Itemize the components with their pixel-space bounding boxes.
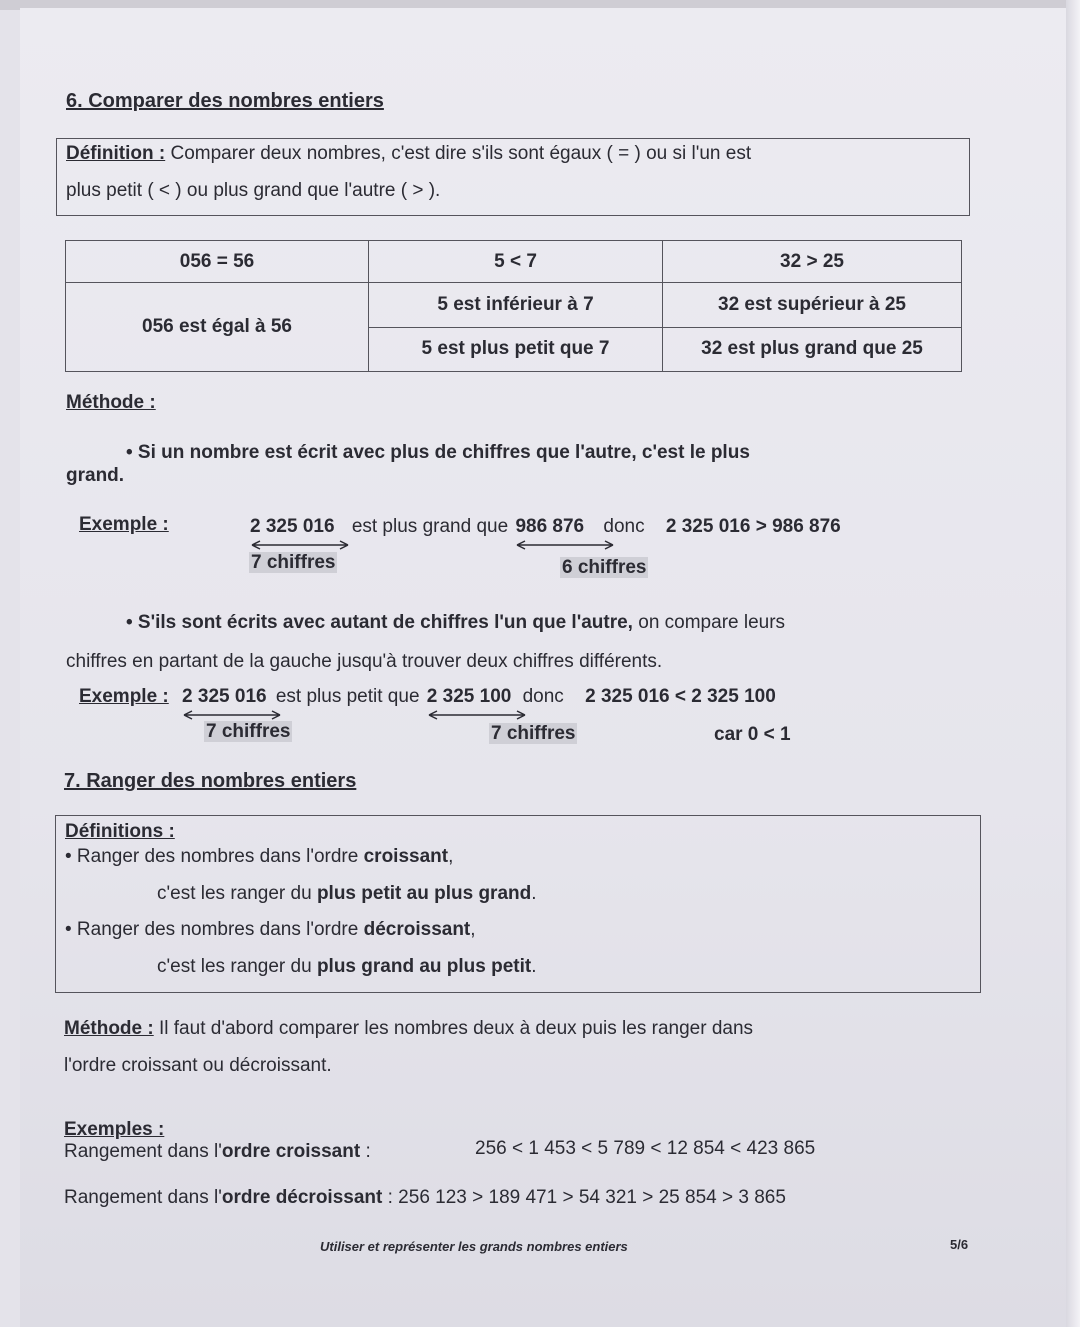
double-arrow-icon xyxy=(427,710,527,720)
method-7-label: Méthode : xyxy=(64,1018,154,1039)
example-2-donc: donc xyxy=(522,686,564,707)
example-1-line xyxy=(250,516,841,538)
rule-1-line-1: • Si un nombre est écrit avec plus de chiffres que l'autre, c'est le plus xyxy=(126,442,750,463)
table-cell: 056 = 56 xyxy=(66,241,369,283)
rule-2-line-2: chiffres en partant de la gauche jusqu'à trouver deux chiffres différents. xyxy=(66,651,663,672)
example-1-result: 2 325 016 > 986 876 xyxy=(665,516,841,537)
text-bold: croissant xyxy=(363,846,449,867)
number-text: 986 876 xyxy=(515,516,585,537)
method-7-text: Il faut d'abord comparer les nombres deux à deux puis les ranger dans xyxy=(153,1018,754,1039)
text-bold: plus petit au plus grand xyxy=(316,883,532,904)
example-1-count-1 xyxy=(249,552,337,574)
text: • Ranger des nombres dans l'ordre xyxy=(65,846,364,867)
example-1-donc: donc xyxy=(603,516,645,537)
text-bold: ordre décroissant xyxy=(221,1187,383,1208)
definition-croissant xyxy=(65,846,453,868)
footer-title: Utiliser et représenter les grands nombres entiers xyxy=(320,1239,628,1254)
examples-label: Exemples : xyxy=(64,1119,165,1140)
rule-2-line-1 xyxy=(126,612,785,634)
chip-text: 7 chiffres xyxy=(206,721,291,742)
method-label: Méthode : xyxy=(66,392,156,413)
text-bold: plus grand au plus petit xyxy=(316,956,532,977)
text-bold: ordre croissant xyxy=(221,1141,361,1162)
definition-croissant-detail xyxy=(157,883,537,905)
example-2-label: Exemple : xyxy=(79,686,169,707)
text: Rangement dans l' xyxy=(64,1187,222,1208)
double-arrow-icon xyxy=(182,710,282,720)
page-number: 5/6 xyxy=(950,1237,969,1252)
table-cell: 5 < 7 xyxy=(369,241,663,283)
example-2-number-1 xyxy=(182,686,267,708)
example-2-number-2 xyxy=(427,686,512,708)
double-arrow-icon xyxy=(515,540,615,550)
section-6-title: 6. Comparer des nombres entiers xyxy=(66,90,384,112)
table-cell: 32 est plus grand que 25 xyxy=(663,327,962,371)
definition-line-1 xyxy=(66,143,751,165)
example-decroissant xyxy=(64,1187,786,1209)
definitions-label: Définitions : xyxy=(65,821,175,842)
example-2-line xyxy=(79,686,776,708)
example-2-reason: car 0 < 1 xyxy=(714,724,791,745)
example-croissant-values: 256 < 1 453 < 5 789 < 12 854 < 423 865 xyxy=(475,1138,816,1159)
rule-2-normal: on compare leurs xyxy=(632,612,786,633)
table-cell: 32 est supérieur à 25 xyxy=(663,283,962,327)
text: Rangement dans l' xyxy=(64,1141,222,1162)
rule-1-line-2: grand. xyxy=(66,465,125,486)
table-cell: 056 est égal à 56 xyxy=(66,283,369,372)
table-cell: 5 est plus petit que 7 xyxy=(369,327,663,371)
number-text: 2 325 016 xyxy=(250,516,335,537)
text: , xyxy=(448,846,454,867)
example-2-result: 2 325 016 < 2 325 100 xyxy=(585,686,776,707)
comparison-table xyxy=(65,240,962,372)
text: . xyxy=(531,956,537,977)
number-text: 2 325 100 xyxy=(426,686,512,707)
method-7-line-2: l'ordre croissant ou décroissant. xyxy=(64,1055,332,1076)
method-7-line-1 xyxy=(64,1018,753,1040)
example-1-middle: est plus grand que xyxy=(351,516,509,537)
double-arrow-icon xyxy=(250,540,350,550)
text: , xyxy=(470,919,476,940)
example-2-count-1 xyxy=(204,721,292,743)
rule-2-bold: • S'ils sont écrits avec autant de chiffres l'un que l'autre, xyxy=(126,612,633,633)
text: : xyxy=(360,1141,371,1162)
example-1-count-2 xyxy=(560,557,648,579)
text: : 256 123 > 189 471 > 54 321 > 25 854 > 3 865 xyxy=(382,1187,786,1208)
table-cell: 5 est inférieur à 7 xyxy=(369,283,663,327)
definition-label: Définition : xyxy=(66,143,166,164)
definition-decroissant-detail xyxy=(157,956,537,978)
text-bold: décroissant xyxy=(363,919,471,940)
example-1-number-2 xyxy=(515,516,584,538)
chip-text: 7 chiffres xyxy=(491,723,576,744)
definition-decroissant xyxy=(65,919,476,941)
definition-text-1: Comparer deux nombres, c'est dire s'ils sont égaux ( = ) ou si l'un est xyxy=(165,143,752,164)
definition-text-2: plus petit ( < ) ou plus grand que l'autre ( > ). xyxy=(66,180,441,201)
example-1-number-1 xyxy=(250,516,335,538)
table-cell: 32 > 25 xyxy=(663,241,962,283)
page-edge xyxy=(1066,0,1080,1327)
example-2-middle: est plus petit que xyxy=(275,686,420,707)
section-7-title: 7. Ranger des nombres entiers xyxy=(64,770,357,792)
example-croissant xyxy=(64,1141,371,1163)
number-text: 2 325 016 xyxy=(182,686,267,707)
text: • Ranger des nombres dans l'ordre xyxy=(65,919,364,940)
chip-text: 6 chiffres xyxy=(562,557,647,578)
text: c'est les ranger du xyxy=(157,956,317,977)
chip-text: 7 chiffres xyxy=(251,552,336,573)
example-1-label: Exemple : xyxy=(79,514,169,535)
text: c'est les ranger du xyxy=(157,883,317,904)
example-2-count-2 xyxy=(489,723,577,745)
text: . xyxy=(531,883,537,904)
